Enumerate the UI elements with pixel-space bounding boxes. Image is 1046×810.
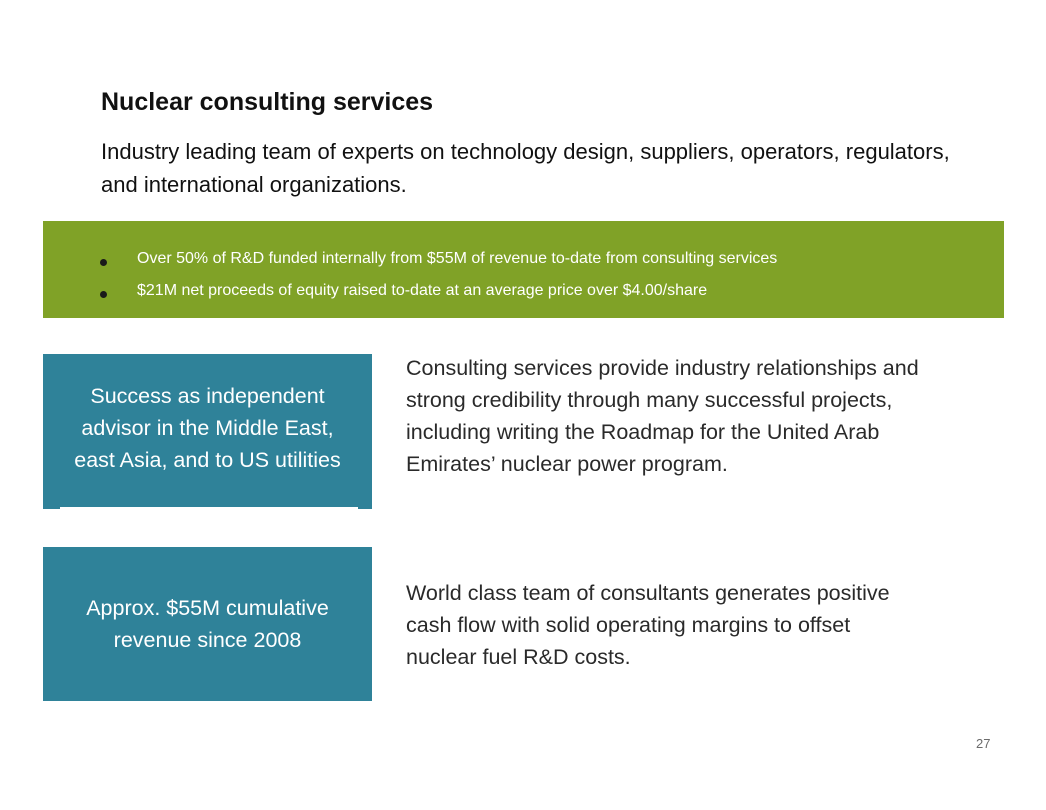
highlight-text: Over 50% of R&D funded internally from $55M of revenue to-date from consulting services — [137, 250, 778, 267]
highlights-list — [100, 243, 777, 307]
divider-line — [60, 507, 358, 509]
callout-box-cumulative-revenue — [43, 547, 372, 701]
callout-box-independent-advisor — [43, 354, 372, 509]
slide-subtitle: Industry leading team of experts on technology design, suppliers, operators, regulators, and international organizations. — [101, 139, 950, 197]
callout-text: Approx. $55M cumulative revenue since 2008 — [86, 596, 329, 652]
highlight-item — [100, 275, 777, 307]
highlight-text: $21M net proceeds of equity raised to-date at an average price over $4.00/share — [137, 282, 708, 299]
section-description: Consulting services provide industry relationships and strong credibility through many successful projects, including writing the Roadmap for the United Arab Emirates’ nuclear power program. — [406, 356, 919, 476]
bullet-icon — [100, 291, 107, 298]
section-description: World class team of consultants generates positive cash flow with solid operating margins to offset nuclear fuel R&D costs. — [406, 581, 890, 669]
bullet-icon — [100, 259, 107, 266]
callout-text: Success as independent advisor in the Middle East, east Asia, and to US utilities — [74, 383, 341, 472]
page-number: 27 — [976, 736, 991, 751]
slide-title: Nuclear consulting services — [101, 88, 434, 116]
highlight-item — [100, 243, 777, 275]
